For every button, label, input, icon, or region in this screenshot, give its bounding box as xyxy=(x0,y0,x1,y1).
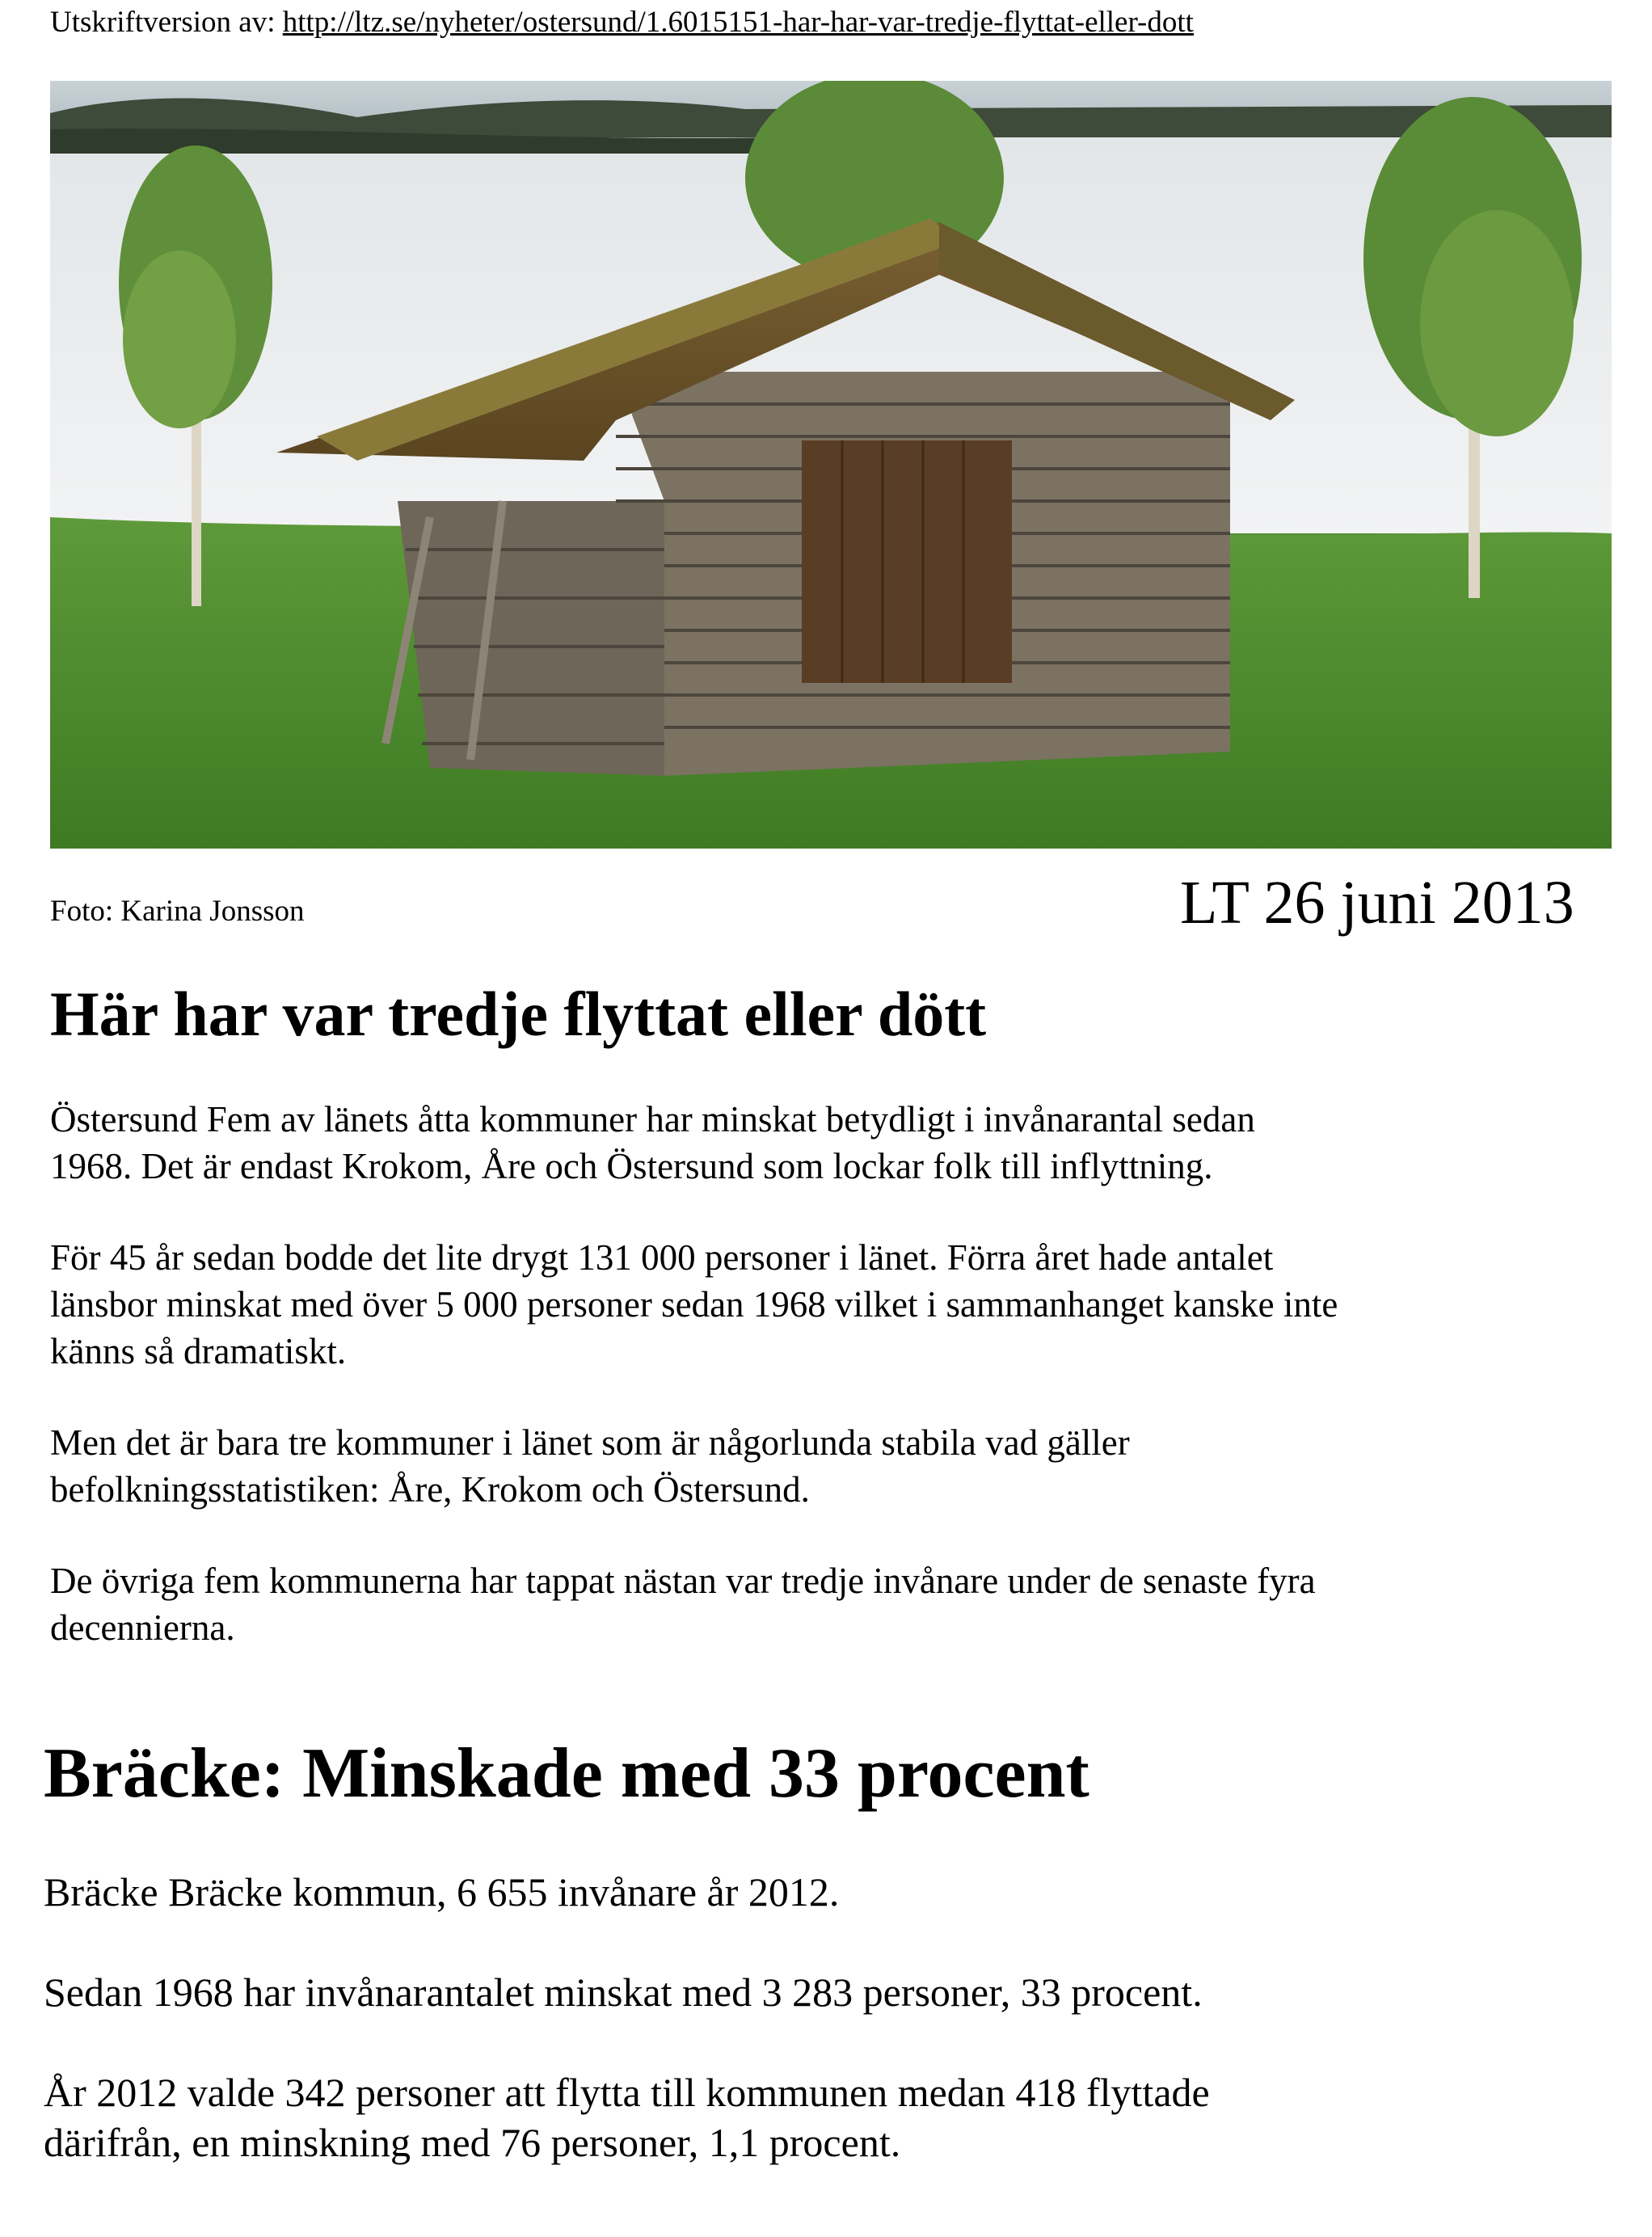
body-paragraph: De övriga fem kommunerna har tappat nästan var tredje invånare under de senaste fyra decennierna. xyxy=(50,1561,1316,1648)
article-photo xyxy=(50,81,1612,849)
publication-date: LT 26 juni 2013 xyxy=(1180,869,1574,937)
print-version-header xyxy=(50,3,1327,42)
article-body xyxy=(50,1096,1343,1696)
section-paragraph: År 2012 valde 342 personer att flytta till kommunen medan 418 flyttade därifrån, en minskning med 76 personer, 1,1 procent. xyxy=(44,2070,1210,2165)
body-paragraph: Östersund Fem av länets åtta kommuner har minskat betydligt i invånarantal sedan 1968. Det är endast Krokom, Åre och Östersund som lockar folk till inflyttning. xyxy=(50,1099,1255,1186)
section-paragraph: Sedan 1968 har invånarantalet minskat med 3 283 personer, 33 procent. xyxy=(44,1969,1203,2015)
source-url-link[interactable]: http://ltz.se/nyheter/ostersund/1.6015151-har-har-var-tredje-flyttat-eller-dott xyxy=(282,6,1194,39)
section-body xyxy=(44,1867,1256,2218)
cabin-photo-illustration xyxy=(50,81,1612,849)
print-version-label: Utskriftversion av: xyxy=(50,6,276,39)
section-heading: Bräcke: Minskade med 33 procent xyxy=(44,1734,1089,1813)
body-paragraph: För 45 år sedan bodde det lite drygt 131 000 personer i länet. Förra året hade antalet länsbor minskat med över 5 000 personer sedan 1968 vilket i sammanhanget kanske inte känns så dramatiskt. xyxy=(50,1237,1338,1371)
body-paragraph: Men det är bara tre kommuner i länet som är någorlunda stabila vad gäller befolkningsstatistiken: Åre, Krokom och Östersund. xyxy=(50,1422,1130,1510)
photo-credit: Foto: Karina Jonsson xyxy=(50,895,305,928)
article-headline: Här har var tredje flyttat eller dött xyxy=(50,979,987,1049)
section-paragraph: Bräcke Bräcke kommun, 6 655 invånare år 2012. xyxy=(44,1869,840,1915)
